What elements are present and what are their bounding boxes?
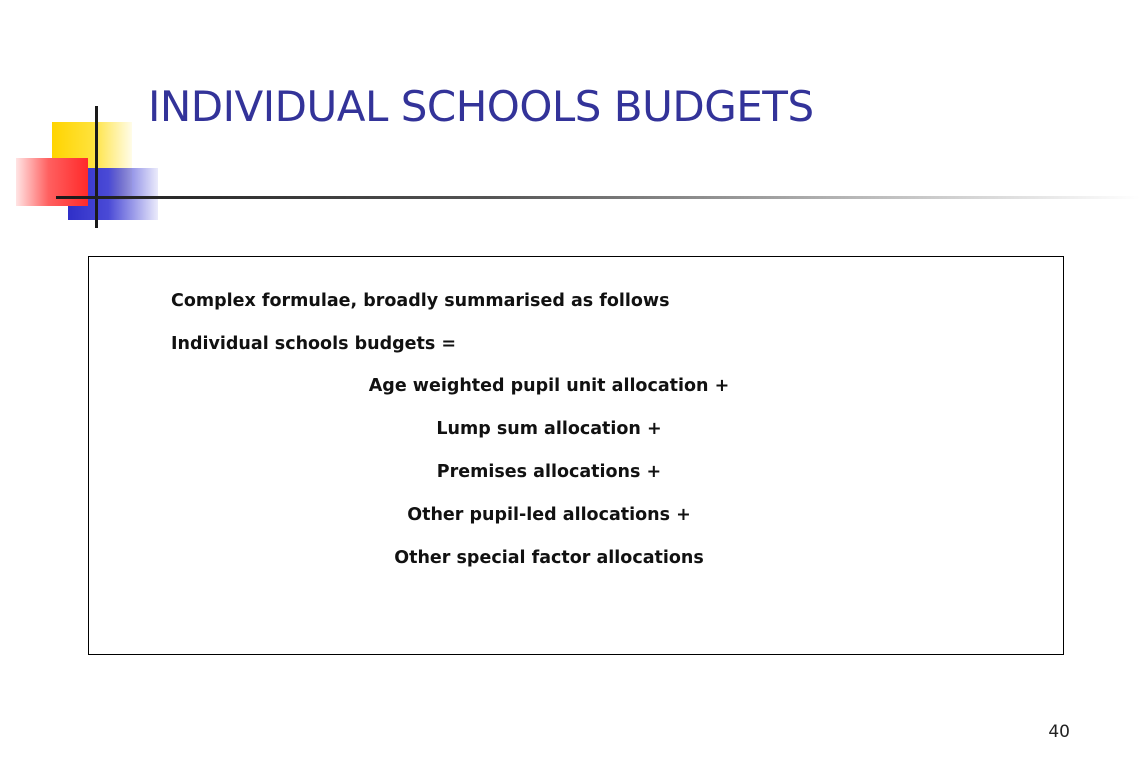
- formula-term-premises: Premises allocations +: [436, 462, 662, 482]
- title-underline-divider: [56, 196, 1140, 199]
- formula-heading: Individual schools budgets =: [171, 334, 457, 354]
- formula-term-age-weighted: Age weighted pupil unit allocation +: [368, 376, 730, 396]
- formula-term-pupil-led: Other pupil-led allocations +: [407, 505, 691, 525]
- formula-term-lump-sum: Lump sum allocation +: [436, 419, 662, 439]
- logo-vertical-line: [95, 106, 98, 228]
- formula-term-special-factor: Other special factor allocations: [394, 548, 704, 568]
- page-number: 40: [1048, 722, 1070, 742]
- intro-text: Complex formulae, broadly summarised as follows: [171, 291, 670, 311]
- content-box: [88, 256, 1064, 655]
- slide-title: INDIVIDUAL SCHOOLS BUDGETS: [148, 82, 814, 131]
